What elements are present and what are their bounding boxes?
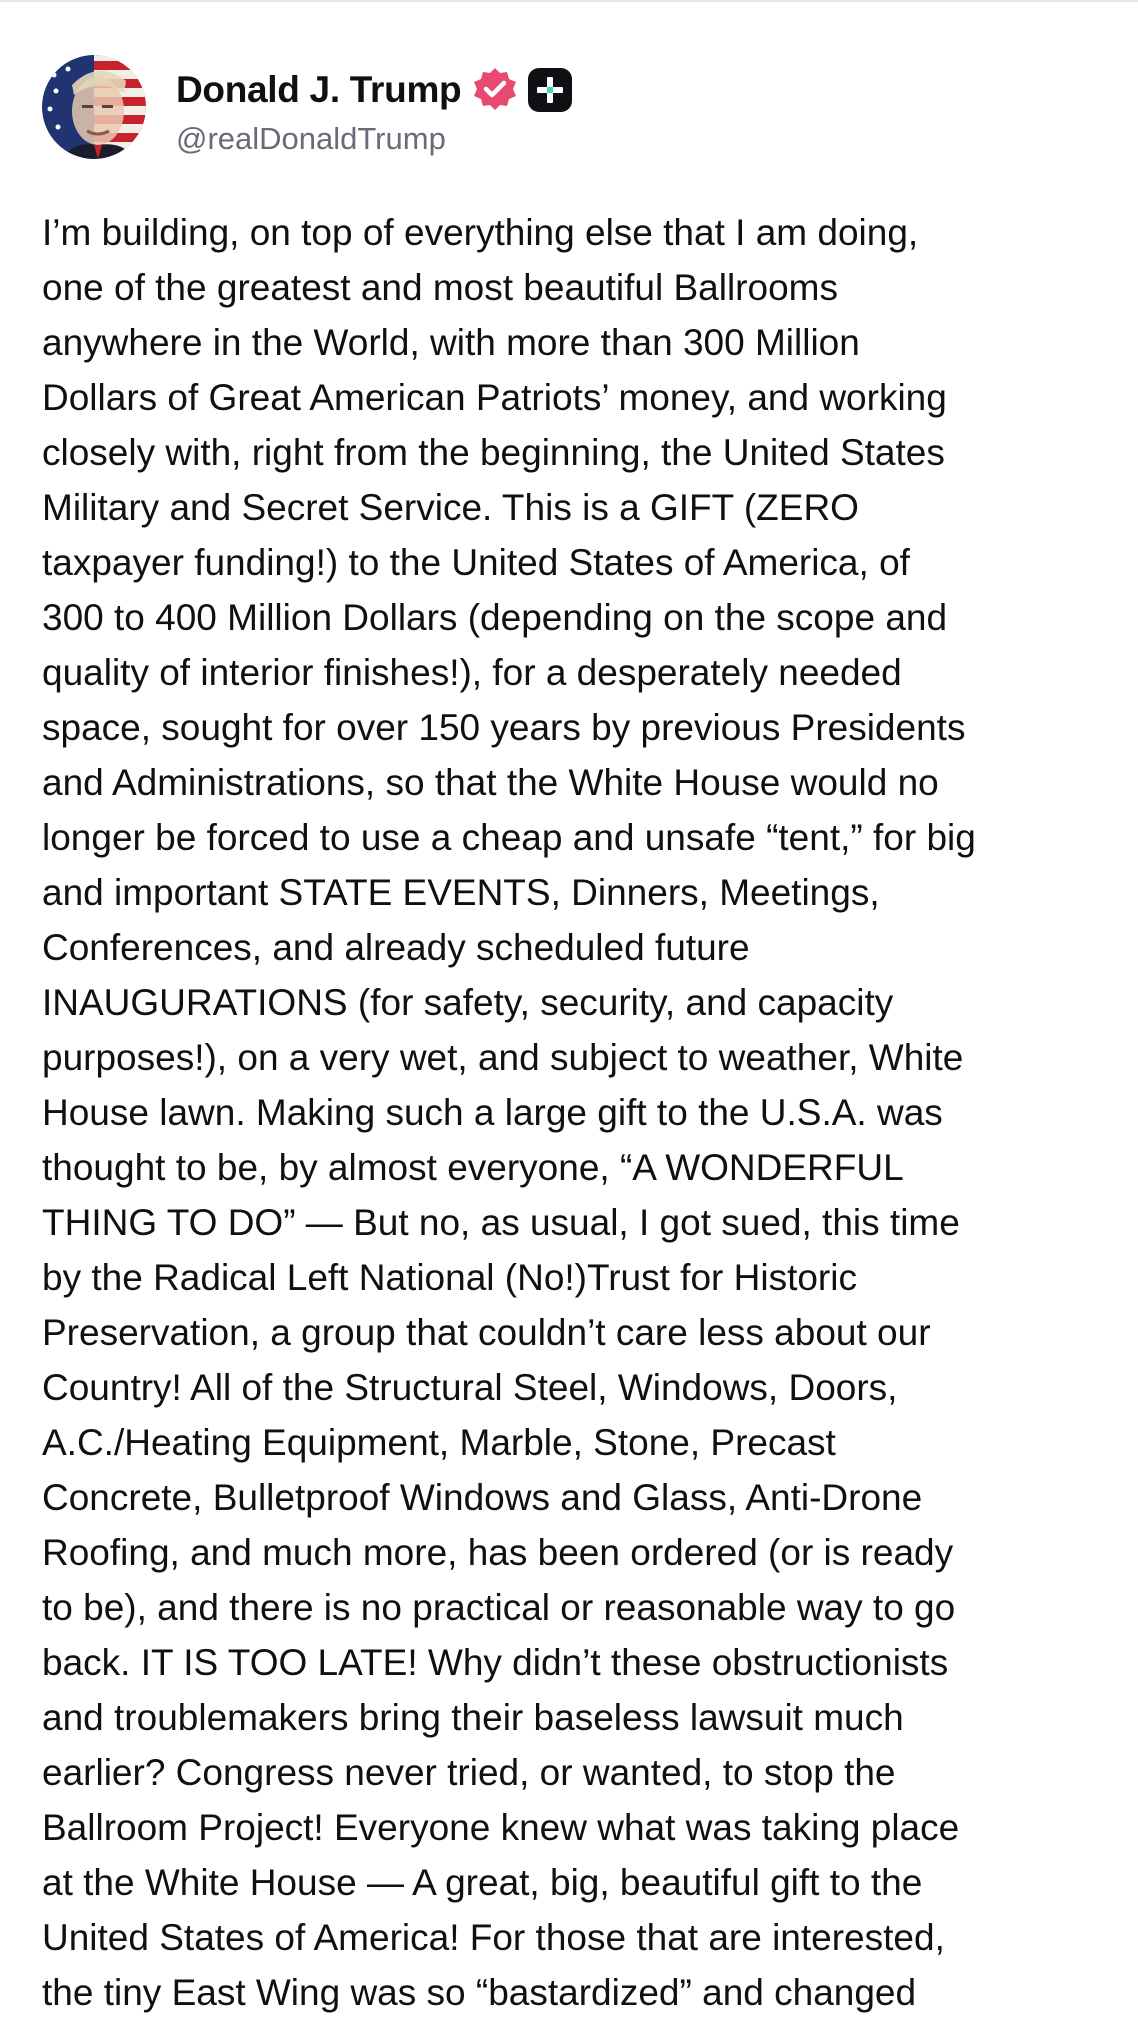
post-text-line: and important STATE EVENTS, Dinners, Meetings, xyxy=(42,872,880,913)
post-header xyxy=(42,55,1092,159)
avatar-portrait-icon xyxy=(42,55,146,159)
post-text-line: and troublemakers bring their baseless lawsuit much xyxy=(42,1697,904,1738)
post-text-line: and Administrations, so that the White House would no xyxy=(42,762,939,803)
post-text-line: closely with, right from the beginning, the United States xyxy=(42,432,945,473)
verified-badge-icon xyxy=(471,66,519,114)
avatar[interactable] xyxy=(42,55,146,159)
post-text-line: Preservation, a group that couldn’t care less about our xyxy=(42,1312,931,1353)
post-text-line: Concrete, Bulletproof Windows and Glass, Anti-Drone xyxy=(42,1477,923,1518)
post-text-line: Ballroom Project! Everyone knew what was taking place xyxy=(42,1807,960,1848)
post-text-line: Dollars of Great American Patriots’ money, and working xyxy=(42,377,947,418)
post-text-line: the tiny East Wing was so “bastardized” and changed xyxy=(42,1972,917,2013)
post-text-line: taxpayer funding!) to the United States of America, of xyxy=(42,542,910,583)
plus-badge-icon[interactable] xyxy=(527,67,573,113)
post-text-line: one of the greatest and most beautiful Ballrooms xyxy=(42,267,838,308)
post-text-line: back. IT IS TOO LATE! Why didn’t these obstructionists xyxy=(42,1642,949,1683)
post-text-line: space, sought for over 150 years by previous Presidents xyxy=(42,707,966,748)
post-text-line: anywhere in the World, with more than 300 Million xyxy=(42,322,860,363)
post-text-line: Country! All of the Structural Steel, Windows, Doors, xyxy=(42,1367,898,1408)
author-handle[interactable]: @realDonaldTrump xyxy=(176,121,446,156)
post-text-line: earlier? Congress never tried, or wanted, to stop the xyxy=(42,1752,896,1793)
post-text-line: to be), and there is no practical or reasonable way to go xyxy=(42,1587,956,1628)
name-row xyxy=(176,65,573,115)
post-text-line: 300 to 400 Million Dollars (depending on the scope and xyxy=(42,597,948,638)
post-text-line: quality of interior finishes!), for a desperately needed xyxy=(42,652,902,693)
post-text-line: INAUGURATIONS (for safety, security, and capacity xyxy=(42,982,894,1023)
post-text-line: THING TO DO” — But no, as usual, I got sued, this time xyxy=(42,1202,960,1243)
post-text-line: Roofing, and much more, has been ordered (or is ready xyxy=(42,1532,954,1573)
post-text-line: thought to be, by almost everyone, “A WONDERFUL xyxy=(42,1147,904,1188)
post-text-line: by the Radical Left National (No!)Trust for Historic xyxy=(42,1257,857,1298)
display-name[interactable]: Donald J. Trump xyxy=(176,69,462,110)
post-text-line: Conferences, and already scheduled future xyxy=(42,927,750,968)
post-text-line: A.C./Heating Equipment, Marble, Stone, Precast xyxy=(42,1422,836,1463)
post-text-line: I’m building, on top of everything else that I am doing, xyxy=(42,212,919,253)
post-text-line: Military and Secret Service. This is a GIFT (ZERO xyxy=(42,487,859,528)
post-text-line: United States of America! For those that are interested, xyxy=(42,1917,945,1958)
post-text xyxy=(42,205,1102,2020)
post-text-line: House lawn. Making such a large gift to the U.S.A. was xyxy=(42,1092,943,1133)
post-text-line: longer be forced to use a cheap and unsafe “tent,” for big xyxy=(42,817,976,858)
post-text-line: purposes!), on a very wet, and subject to weather, White xyxy=(42,1037,964,1078)
post-text-line: at the White House — A great, big, beautiful gift to the xyxy=(42,1862,923,1903)
